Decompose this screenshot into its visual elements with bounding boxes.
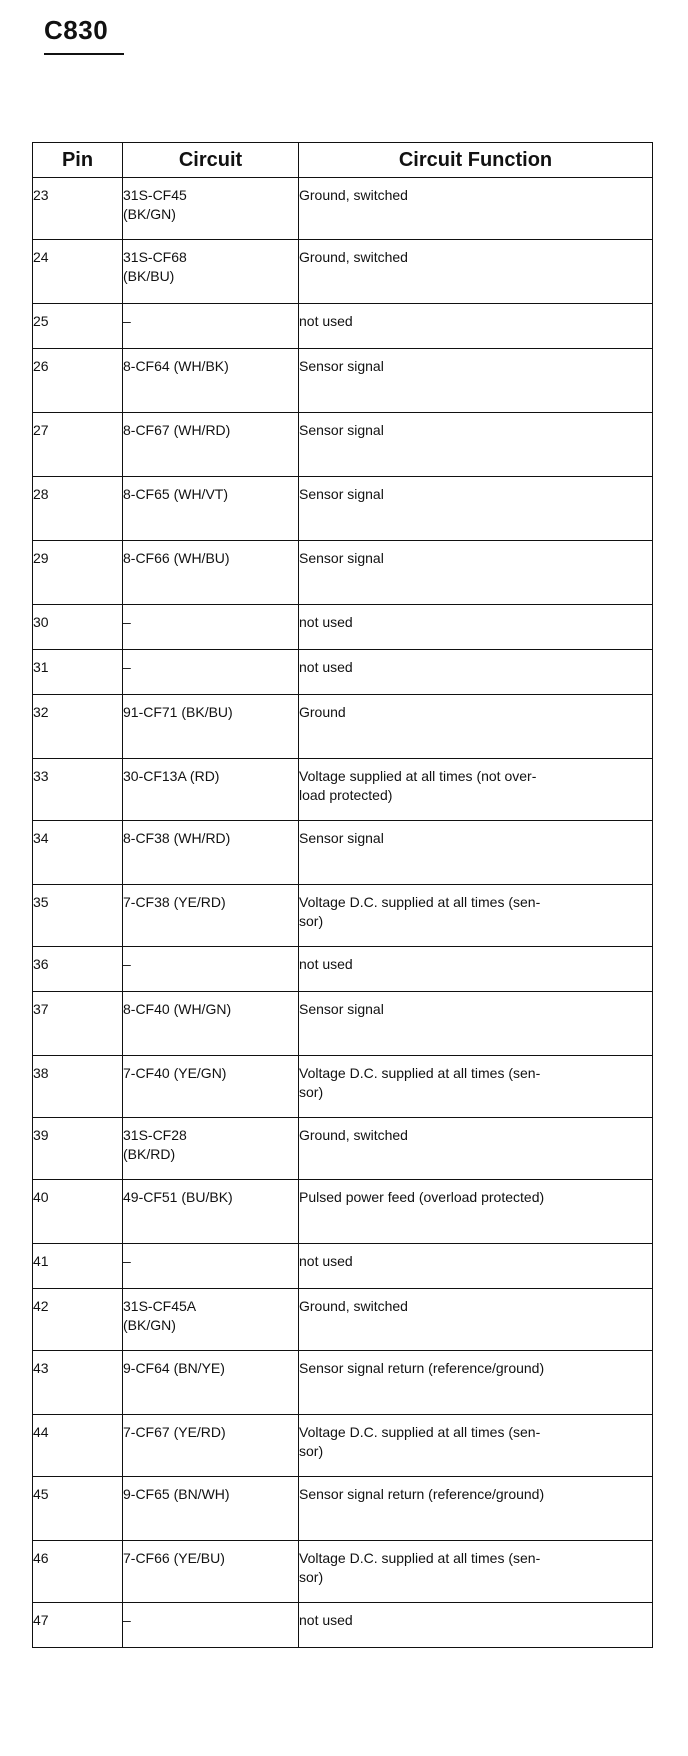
circuit-function-cell: Sensor signal xyxy=(299,821,653,885)
table-row xyxy=(33,1180,653,1244)
connector-pin-table xyxy=(32,142,653,1648)
circuit-cell: – xyxy=(123,947,299,992)
circuit-cell: 7-CF67 (YE/RD) xyxy=(123,1415,299,1477)
table-row xyxy=(33,821,653,885)
circuit-cell: 8-CF67 (WH/RD) xyxy=(123,413,299,477)
circuit-cell: 31S-CF28 (BK/RD) xyxy=(123,1118,299,1180)
pin-cell: 42 xyxy=(33,1289,123,1351)
title-underline xyxy=(44,53,124,55)
circuit-cell: 9-CF64 (BN/YE) xyxy=(123,1351,299,1415)
table-header-row xyxy=(33,143,653,178)
circuit-cell: – xyxy=(123,1603,299,1648)
pin-cell: 24 xyxy=(33,240,123,304)
page-title: C830 xyxy=(44,15,109,45)
table-row xyxy=(33,1289,653,1351)
circuit-function-cell: Sensor signal return (reference/ground) xyxy=(299,1351,653,1415)
pin-cell: 30 xyxy=(33,605,123,650)
pin-cell: 31 xyxy=(33,650,123,695)
table-row xyxy=(33,759,653,821)
pin-cell: 33 xyxy=(33,759,123,821)
circuit-function-cell: Ground, switched xyxy=(299,178,653,240)
circuit-cell: – xyxy=(123,650,299,695)
pin-cell: 25 xyxy=(33,304,123,349)
circuit-cell: 31S-CF68 (BK/BU) xyxy=(123,240,299,304)
circuit-function-cell: Ground, switched xyxy=(299,1118,653,1180)
circuit-cell: 8-CF38 (WH/RD) xyxy=(123,821,299,885)
circuit-cell: – xyxy=(123,605,299,650)
pin-cell: 44 xyxy=(33,1415,123,1477)
table-row xyxy=(33,1118,653,1180)
table-row xyxy=(33,1541,653,1603)
pin-cell: 23 xyxy=(33,178,123,240)
circuit-function-cell: Voltage D.C. supplied at all times (sen- sor) xyxy=(299,1056,653,1118)
circuit-cell: 91-CF71 (BK/BU) xyxy=(123,695,299,759)
circuit-cell: 31S-CF45A (BK/GN) xyxy=(123,1289,299,1351)
pin-cell: 29 xyxy=(33,541,123,605)
circuit-function-cell: Voltage D.C. supplied at all times (sen- sor) xyxy=(299,885,653,947)
circuit-function-cell: Ground xyxy=(299,695,653,759)
circuit-cell: 30-CF13A (RD) xyxy=(123,759,299,821)
pin-cell: 45 xyxy=(33,1477,123,1541)
table-row xyxy=(33,650,653,695)
table-row xyxy=(33,605,653,650)
pin-cell: 43 xyxy=(33,1351,123,1415)
circuit-cell: 8-CF40 (WH/GN) xyxy=(123,992,299,1056)
circuit-cell: 7-CF66 (YE/BU) xyxy=(123,1541,299,1603)
table-row xyxy=(33,240,653,304)
circuit-function-cell: Sensor signal xyxy=(299,541,653,605)
circuit-function-cell: Sensor signal xyxy=(299,992,653,1056)
pin-cell: 26 xyxy=(33,349,123,413)
pin-cell: 27 xyxy=(33,413,123,477)
pin-cell: 35 xyxy=(33,885,123,947)
circuit-column-header: Circuit xyxy=(123,143,299,178)
pin-cell: 36 xyxy=(33,947,123,992)
circuit-function-cell: not used xyxy=(299,947,653,992)
table-row xyxy=(33,349,653,413)
pin-column-header: Pin xyxy=(33,143,123,178)
circuit-function-cell: Sensor signal xyxy=(299,349,653,413)
circuit-cell: 49-CF51 (BU/BK) xyxy=(123,1180,299,1244)
circuit-function-cell: Sensor signal return (reference/ground) xyxy=(299,1477,653,1541)
table-row xyxy=(33,178,653,240)
circuit-function-cell: not used xyxy=(299,605,653,650)
pin-cell: 28 xyxy=(33,477,123,541)
table-row xyxy=(33,1477,653,1541)
table-row xyxy=(33,1244,653,1289)
table-row xyxy=(33,1056,653,1118)
table-row xyxy=(33,885,653,947)
pin-cell: 47 xyxy=(33,1603,123,1648)
circuit-function-cell: not used xyxy=(299,1603,653,1648)
circuit-function-column-header: Circuit Function xyxy=(299,143,653,178)
table-row xyxy=(33,541,653,605)
circuit-function-cell: Sensor signal xyxy=(299,477,653,541)
pin-cell: 46 xyxy=(33,1541,123,1603)
circuit-function-cell: not used xyxy=(299,304,653,349)
circuit-cell: 7-CF40 (YE/GN) xyxy=(123,1056,299,1118)
circuit-function-cell: Voltage D.C. supplied at all times (sen- sor) xyxy=(299,1415,653,1477)
circuit-cell: 8-CF66 (WH/BU) xyxy=(123,541,299,605)
table-row xyxy=(33,477,653,541)
circuit-cell: 8-CF65 (WH/VT) xyxy=(123,477,299,541)
table-body xyxy=(33,178,653,1648)
circuit-function-cell: Pulsed power feed (overload protected) xyxy=(299,1180,653,1244)
table-row xyxy=(33,1603,653,1648)
circuit-cell: 8-CF64 (WH/BK) xyxy=(123,349,299,413)
pin-cell: 40 xyxy=(33,1180,123,1244)
circuit-cell: 9-CF65 (BN/WH) xyxy=(123,1477,299,1541)
pin-cell: 38 xyxy=(33,1056,123,1118)
circuit-function-cell: Voltage supplied at all times (not over- load protected) xyxy=(299,759,653,821)
circuit-function-cell: Voltage D.C. supplied at all times (sen- sor) xyxy=(299,1541,653,1603)
circuit-function-cell: not used xyxy=(299,650,653,695)
circuit-cell: 7-CF38 (YE/RD) xyxy=(123,885,299,947)
pin-cell: 39 xyxy=(33,1118,123,1180)
table-row xyxy=(33,695,653,759)
pin-cell: 32 xyxy=(33,695,123,759)
table-row xyxy=(33,1351,653,1415)
table-row xyxy=(33,992,653,1056)
circuit-cell: 31S-CF45 (BK/GN) xyxy=(123,178,299,240)
circuit-function-cell: Ground, switched xyxy=(299,240,653,304)
table-row xyxy=(33,947,653,992)
circuit-function-cell: not used xyxy=(299,1244,653,1289)
circuit-cell: – xyxy=(123,1244,299,1289)
circuit-function-cell: Sensor signal xyxy=(299,413,653,477)
pin-cell: 41 xyxy=(33,1244,123,1289)
pin-cell: 37 xyxy=(33,992,123,1056)
circuit-function-cell: Ground, switched xyxy=(299,1289,653,1351)
pin-cell: 34 xyxy=(33,821,123,885)
table-row xyxy=(33,304,653,349)
circuit-cell: – xyxy=(123,304,299,349)
table-row xyxy=(33,413,653,477)
table-row xyxy=(33,1415,653,1477)
